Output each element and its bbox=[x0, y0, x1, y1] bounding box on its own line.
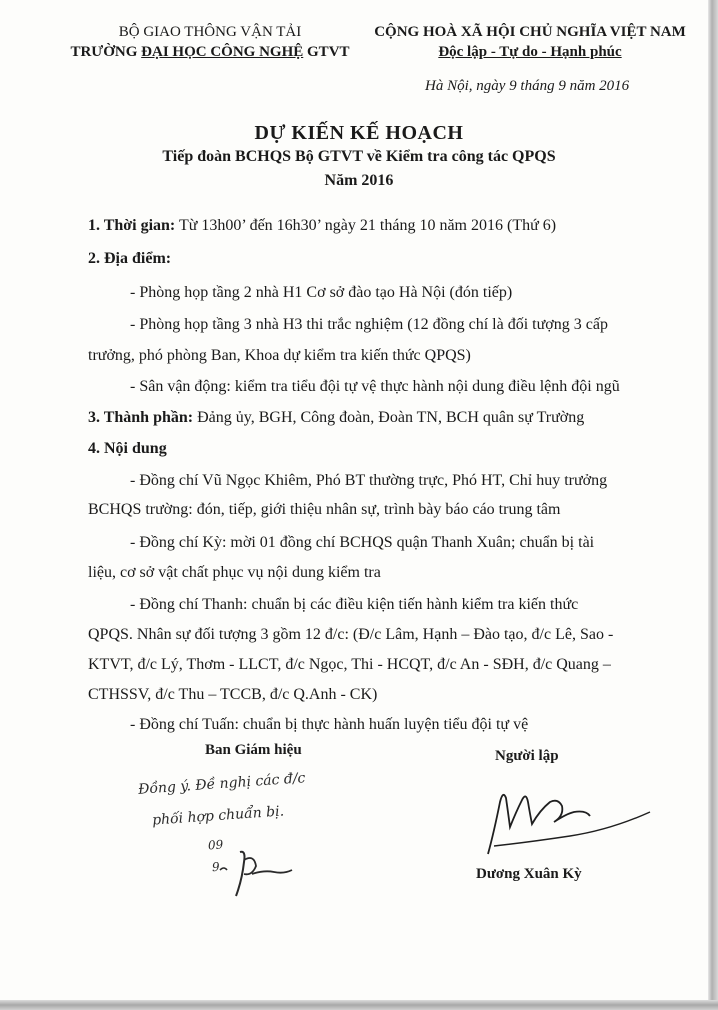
university-prefix: TRƯỜNG bbox=[70, 44, 142, 60]
location-item-2b: trưởng, phó phòng Ban, Khoa dự kiểm tra kiến thức QPQS) bbox=[88, 347, 471, 364]
members-label: 3. Thành phần: bbox=[88, 409, 194, 426]
content-item-3a: - Đồng chí Thanh: chuẩn bị các điều kiện tiến hành kiểm tra kiến thức bbox=[130, 596, 579, 613]
content-item-3b: QPQS. Nhân sự đối tượng 3 gồm 12 đ/c: (Đ/c Lâm, Hạnh – Đào tạo, đ/c Lê, Sao - bbox=[88, 626, 614, 643]
time-line bbox=[88, 215, 556, 237]
location-label: 2. Địa điểm: bbox=[88, 250, 172, 267]
location-item-3: - Sân vận động: kiểm tra tiểu đội tự vệ thực hành nội dung điều lệnh đội ngũ bbox=[130, 378, 620, 395]
date-line: Hà Nội, ngày 9 tháng 9 năm 2016 bbox=[425, 78, 630, 94]
handwritten-date-day: 09 bbox=[207, 837, 224, 853]
republic-name: CỘNG HOÀ XÃ HỘI CHỦ NGHĨA VIỆT NAM bbox=[374, 24, 686, 40]
members-value: Đảng ủy, BGH, Công đoàn, Đoàn TN, BCH quân sự Trường bbox=[193, 409, 585, 426]
handwritten-date-month: 9 bbox=[211, 859, 221, 875]
content-item-4: - Đồng chí Tuấn: chuẩn bị thực hành huấn luyện tiểu đội tự vệ bbox=[130, 716, 529, 733]
time-label: 1. Thời gian: bbox=[88, 217, 176, 234]
location-item-2a: - Phòng họp tầng 3 nhà H3 thi trắc nghiệm (12 đồng chí là đối tượng 3 cấp bbox=[130, 316, 608, 333]
content-item-3c: KTVT, đ/c Lý, Thơm - LLCT, đ/c Ngọc, Thi - HCQT, đ/c An - SĐH, đ/c Quang – bbox=[88, 656, 611, 673]
university-main: ĐẠI HỌC CÔNG NGHỆ bbox=[141, 44, 304, 60]
document-year: Năm 2016 bbox=[324, 172, 394, 189]
content-item-1a: - Đồng chí Vũ Ngọc Khiêm, Phó BT thường trực, Phó HT, Chỉ huy trưởng bbox=[130, 472, 608, 489]
content-item-2b: liệu, cơ sở vật chất phục vụ nội dung kiểm tra bbox=[88, 564, 381, 581]
header-left bbox=[60, 22, 360, 62]
document-title: DỰ KIẾN KẾ HOẠCH bbox=[254, 122, 464, 144]
content-item-3d: CTHSSV, đ/c Thu – TCCB, đ/c Q.Anh - CK) bbox=[88, 686, 378, 703]
location-item-1: - Phòng họp tầng 2 nhà H1 Cơ sở đào tạo Hà Nội (đón tiếp) bbox=[130, 284, 513, 301]
university-suffix: GTVT bbox=[303, 44, 350, 60]
time-value: Từ 13h00’ đến 16h30’ ngày 21 tháng 10 năm 2016 (Thứ 6) bbox=[175, 217, 557, 234]
members-line bbox=[88, 407, 584, 429]
page-edge-shadow bbox=[708, 0, 718, 1010]
national-motto: Độc lập - Tự do - Hạnh phúc bbox=[438, 44, 622, 60]
left-signature-icon bbox=[200, 840, 310, 900]
header-right bbox=[360, 22, 700, 62]
content-item-1b: BCHQS trường: đón, tiếp, giới thiệu nhân sự, trình bày báo cáo trung tâm bbox=[88, 501, 561, 518]
handwritten-note-2: phối hợp chuẩn bị. bbox=[151, 803, 285, 829]
left-signature-title: Ban Giám hiệu bbox=[205, 742, 302, 758]
document-subtitle: Tiếp đoàn BCHQS Bộ GTVT về Kiểm tra công tác QPQS bbox=[162, 148, 556, 165]
university-name bbox=[60, 42, 360, 62]
right-signature-name: Dương Xuân Kỳ bbox=[476, 866, 582, 882]
handwritten-note-1: Đồng ý. Đề nghị các đ/c bbox=[137, 770, 306, 798]
content-label: 4. Nội dung bbox=[88, 440, 167, 457]
content-item-2a: - Đồng chí Kỳ: mời 01 đồng chí BCHQS quận Thanh Xuân; chuẩn bị tài bbox=[130, 534, 595, 551]
page-bottom-shadow bbox=[0, 1000, 718, 1010]
right-signature-icon bbox=[470, 772, 670, 862]
ministry-name: BỘ GIAO THÔNG VẬN TẢI bbox=[118, 24, 302, 40]
right-signature-title: Người lập bbox=[495, 748, 559, 764]
